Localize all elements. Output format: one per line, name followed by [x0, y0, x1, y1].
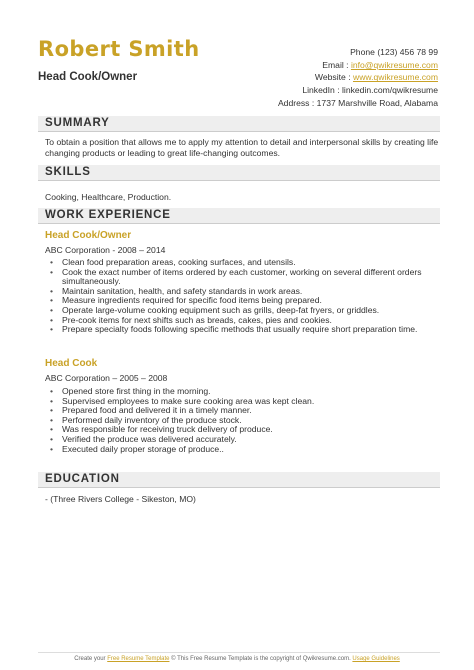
list-item: • Clean food preparation areas, cooking surfaces, and utensils.	[50, 258, 440, 268]
phone-label: Phone	[350, 47, 375, 57]
education-text: - (Three Rivers College - Sikeston, MO)	[45, 494, 196, 504]
summary-heading: SUMMARY	[45, 117, 110, 129]
website-link[interactable]: www.qwikresume.com	[352, 72, 438, 83]
candidate-name: Robert Smith	[38, 37, 200, 61]
skills-heading: SKILLS	[45, 166, 91, 178]
list-item: • Prepare specialty foods following specific methods that usually require short preparation time.	[50, 325, 440, 335]
job-1-meta: ABC Corporation - 2008 – 2014	[45, 245, 166, 255]
list-item: • Opened store first thing in the morning.	[50, 387, 440, 397]
list-item: • Was responsible for receiving truck delivery of produce.	[50, 425, 440, 435]
skills-text: Cooking, Healthcare, Production.	[45, 192, 172, 202]
footer-copyright: © This Free Resume Template is the copyright of Qwikresume.com.	[171, 656, 351, 662]
summary-heading-bar	[38, 116, 440, 132]
list-item: • Verified the produce was delivered accurately.	[50, 435, 440, 445]
address-label: Address :	[277, 97, 315, 108]
list-item: • Operate large-volume cooking equipment such as grills, deep-fat fryers, or griddles.	[50, 306, 440, 316]
address-value: 1737 Marshville Road, Alabama	[316, 97, 438, 108]
contact-phone-row	[278, 46, 438, 59]
skills-heading-bar	[38, 165, 440, 181]
list-item: • Supervised employees to make sure cooking area was kept clean.	[50, 397, 440, 407]
list-item: • Maintain sanitation, health, and safety standards in work areas.	[50, 287, 440, 297]
education-heading: EDUCATION	[45, 473, 120, 485]
contact-address-row	[278, 97, 438, 110]
job-2-bullets	[50, 387, 440, 454]
list-item: • Prepared food and delivered it in a timely manner.	[50, 406, 440, 416]
contact-website-row	[278, 71, 438, 84]
usage-guidelines-link[interactable]: Usage Guidelines	[352, 656, 400, 662]
job-1-title: Head Cook/Owner	[45, 230, 132, 241]
list-item: • Cook the exact number of items ordered by each customer, working on several different orders simultaneously.	[50, 268, 440, 287]
list-item: • Measure ingredients required for specific food items being prepared.	[50, 296, 440, 306]
job-2-meta: ABC Corporation – 2005 – 2008	[45, 373, 168, 383]
footer	[0, 656, 474, 662]
summary-text: To obtain a position that allows me to apply my attention to detail and interpersonal skills by creating life changing products or leading to great life-changing outcomes.	[45, 137, 439, 158]
email-link[interactable]: info@qwikresume.com	[350, 59, 438, 70]
contact-linkedin-row	[278, 84, 438, 97]
linkedin-label: LinkedIn :	[302, 85, 340, 96]
email-label: Email :	[322, 59, 349, 70]
contact-block	[278, 46, 438, 110]
footer-divider	[38, 652, 440, 653]
contact-email-row	[278, 59, 438, 72]
candidate-role: Head Cook/Owner	[38, 71, 138, 83]
linkedin-value: linkedin.com/qwikresume	[342, 85, 438, 96]
footer-prefix: Create your	[74, 656, 106, 662]
job-2-title: Head Cook	[45, 358, 98, 369]
phone-value: (123) 456 78 99	[377, 47, 438, 57]
list-item: • Performed daily inventory of the produce stock.	[50, 416, 440, 426]
education-heading-bar	[38, 472, 440, 488]
list-item: • Pre-cook items for next shifts such as breads, cakes, pies and cookies.	[50, 316, 440, 326]
free-resume-template-link[interactable]: Free Resume Template	[107, 656, 170, 662]
experience-heading-bar	[38, 208, 440, 224]
website-label: Website :	[314, 72, 351, 83]
job-1-bullets	[50, 258, 440, 335]
experience-heading: WORK EXPERIENCE	[45, 209, 171, 221]
list-item: • Executed daily proper storage of produce..	[50, 445, 440, 455]
